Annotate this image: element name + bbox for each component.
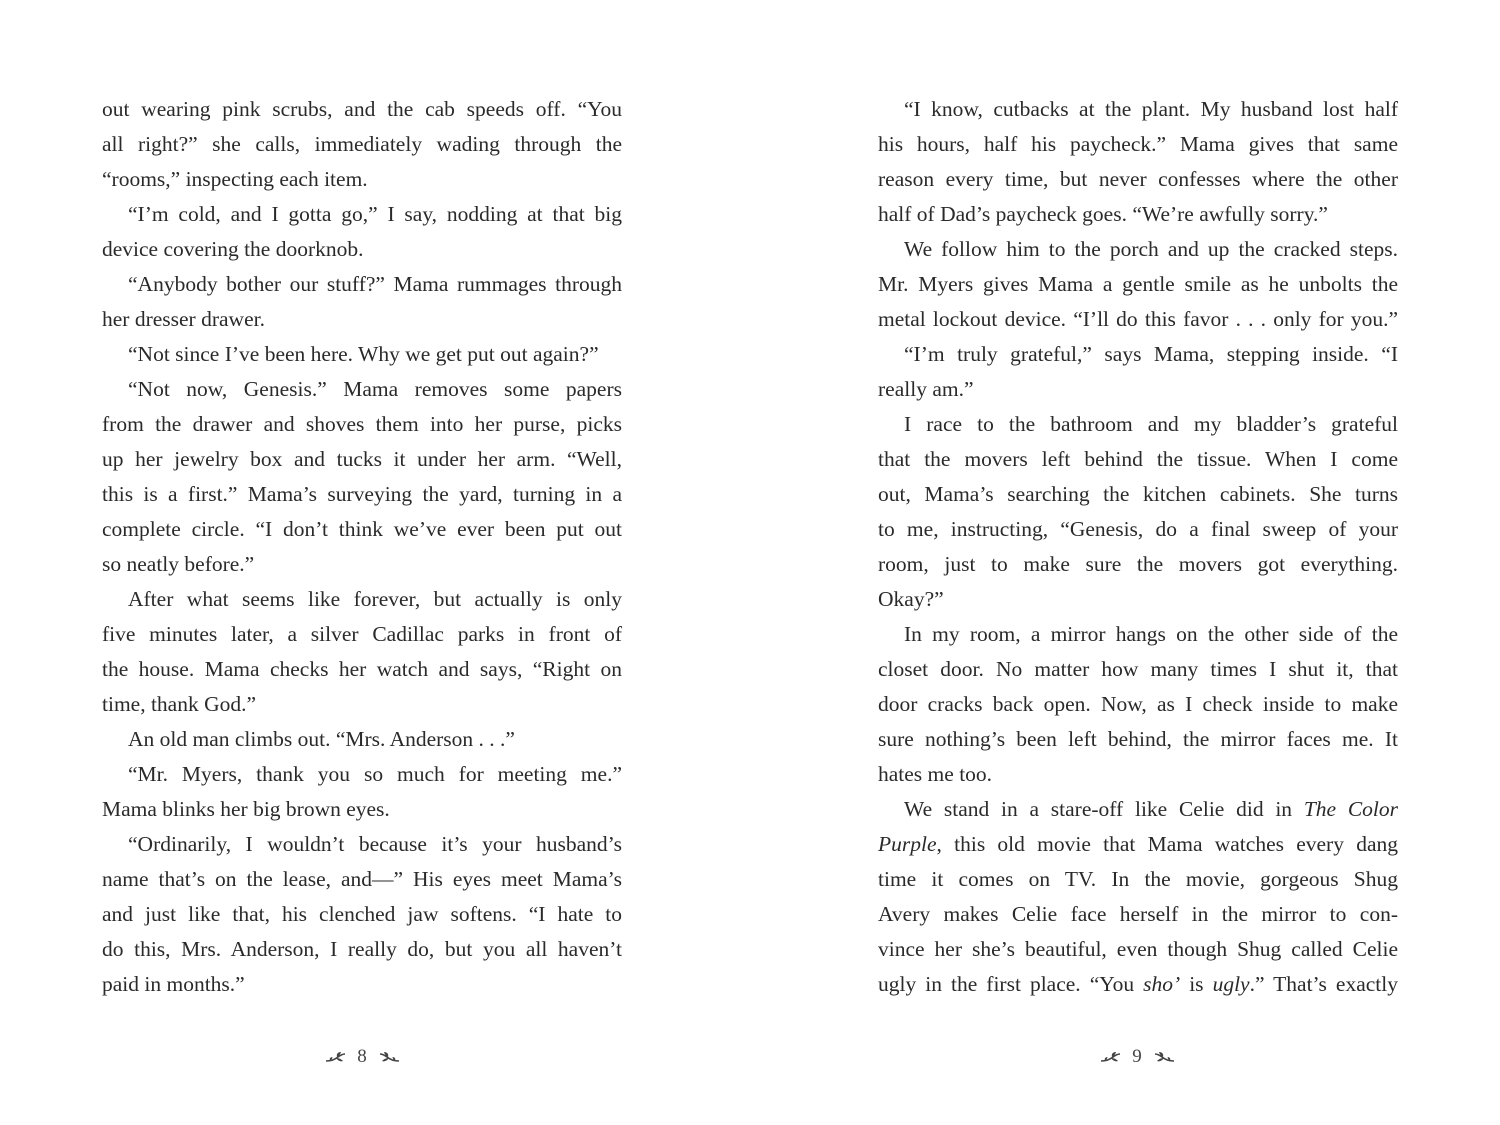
text-line: Avery makes Celie face herself in the mirror to con- — [878, 902, 1398, 926]
leaf-flourish-icon — [1100, 1051, 1122, 1065]
text-line: that the movers left behind the tissue. When I come — [878, 447, 1398, 471]
text-run: is — [1180, 972, 1213, 996]
right-page-body — [878, 92, 1398, 1002]
text-line: vince her she’s beautiful, even though Shug called Celie — [878, 937, 1398, 961]
text-line: “I know, cutbacks at the plant. My husband lost half — [904, 97, 1398, 121]
text-line: An old man climbs out. “Mrs. Anderson . . .” — [128, 727, 515, 751]
text-line: Mr. Myers gives Mama a gentle smile as he unbolts the — [878, 272, 1398, 296]
text-line: Mama blinks her big brown eyes. — [102, 797, 390, 821]
leaf-flourish-icon — [325, 1051, 347, 1065]
leaf-flourish-icon — [378, 1051, 400, 1065]
text-line: metal lockout device. “I’ll do this favor . . . only for you.” — [878, 307, 1398, 331]
text-line: out, Mama’s searching the kitchen cabinets. She turns — [878, 482, 1398, 506]
text-line: complete circle. “I don’t think we’ve ever been put out — [102, 517, 622, 541]
text-line: I race to the bathroom and my bladder’s grateful — [904, 412, 1398, 436]
text-line — [878, 792, 1398, 827]
text-line: “Ordinarily, I wouldn’t because it’s your husband’s — [128, 832, 622, 856]
text-line: sure nothing’s been left behind, the mirror faces me. It — [878, 727, 1398, 751]
text-line: “Anybody bother our stuff?” Mama rummages through — [128, 272, 622, 296]
text-line: so neatly before.” — [102, 552, 255, 576]
leaf-flourish-icon — [1153, 1051, 1175, 1065]
text-line: really am.” — [878, 377, 974, 401]
page-number-left — [282, 1044, 442, 1070]
text-line: closet door. No matter how many times I shut it, that — [878, 657, 1398, 681]
text-line: five minutes later, a silver Cadillac parks in front of — [102, 622, 622, 646]
text-line: his hours, half his paycheck.” Mama gives that same — [878, 132, 1398, 156]
text-run-italic: ugly — [1212, 972, 1250, 996]
text-line: reason every time, but never confesses where the other — [878, 167, 1398, 191]
text-line: out wearing pink scrubs, and the cab speeds off. “You — [102, 97, 622, 121]
text-line: her dresser drawer. — [102, 307, 265, 331]
text-line: “Not now, Genesis.” Mama removes some papers — [128, 377, 622, 401]
text-line: “Not since I’ve been here. Why we get put out again?” — [128, 342, 599, 366]
text-run-italic: sho’ — [1143, 972, 1181, 996]
text-line: up her jewelry box and tucks it under her arm. “Well, — [102, 447, 622, 471]
text-run: .” That’s exactly — [1249, 972, 1398, 996]
text-line: Okay?” — [878, 587, 944, 611]
text-line: time it comes on TV. In the movie, gorgeous Shug — [878, 867, 1398, 891]
text-line: from the drawer and shoves them into her purse, picks — [102, 412, 622, 436]
text-line — [878, 967, 1398, 1002]
text-line: “rooms,” inspecting each item. — [102, 167, 368, 191]
text-line: door cracks back open. Now, as I check inside to make — [878, 692, 1398, 716]
text-line: hates me too. — [878, 762, 993, 786]
text-run-italic: Purple — [878, 832, 937, 856]
text-line: “I’m truly grateful,” says Mama, stepping inside. “I — [904, 342, 1398, 366]
text-line: and just like that, his clenched jaw softens. “I hate to — [102, 902, 622, 926]
text-line: device covering the doorknob. — [102, 237, 364, 261]
text-line: “Mr. Myers, thank you so much for meeting me.” — [128, 762, 622, 786]
text-line: half of Dad’s paycheck goes. “We’re awfully sorry.” — [878, 202, 1328, 226]
page-number-right — [1057, 1044, 1217, 1070]
text-line: all right?” she calls, immediately wading through the — [102, 132, 622, 156]
text-line: this is a first.” Mama’s surveying the yard, turning in a — [102, 482, 622, 506]
text-run: , this old movie that Mama watches every dang — [936, 832, 1398, 856]
text-line: In my room, a mirror hangs on the other side of the — [904, 622, 1398, 646]
left-page-body — [102, 92, 622, 1002]
text-line — [878, 827, 1398, 862]
text-line: to me, instructing, “Genesis, do a final sweep of your — [878, 517, 1398, 541]
text-line: the house. Mama checks her watch and says, “Right on — [102, 657, 622, 681]
page-number-text: 8 — [357, 1046, 367, 1067]
text-line: do this, Mrs. Anderson, I really do, but you all haven’t — [102, 937, 622, 961]
text-line: After what seems like forever, but actually is only — [128, 587, 622, 611]
text-run: We stand in a stare-off like Celie did in — [904, 797, 1304, 821]
page-number-text: 9 — [1132, 1046, 1142, 1067]
text-run: ugly in the first place. “You — [878, 972, 1144, 996]
text-line: paid in months.” — [102, 972, 245, 996]
text-line: name that’s on the lease, and—” His eyes meet Mama’s — [102, 867, 622, 891]
text-line: “I’m cold, and I gotta go,” I say, nodding at that big — [128, 202, 622, 226]
text-line: time, thank God.” — [102, 692, 257, 716]
text-line: We follow him to the porch and up the cracked steps. — [904, 237, 1398, 261]
text-line: room, just to make sure the movers got everything. — [878, 552, 1398, 576]
text-run-italic: The Color — [1303, 797, 1398, 821]
